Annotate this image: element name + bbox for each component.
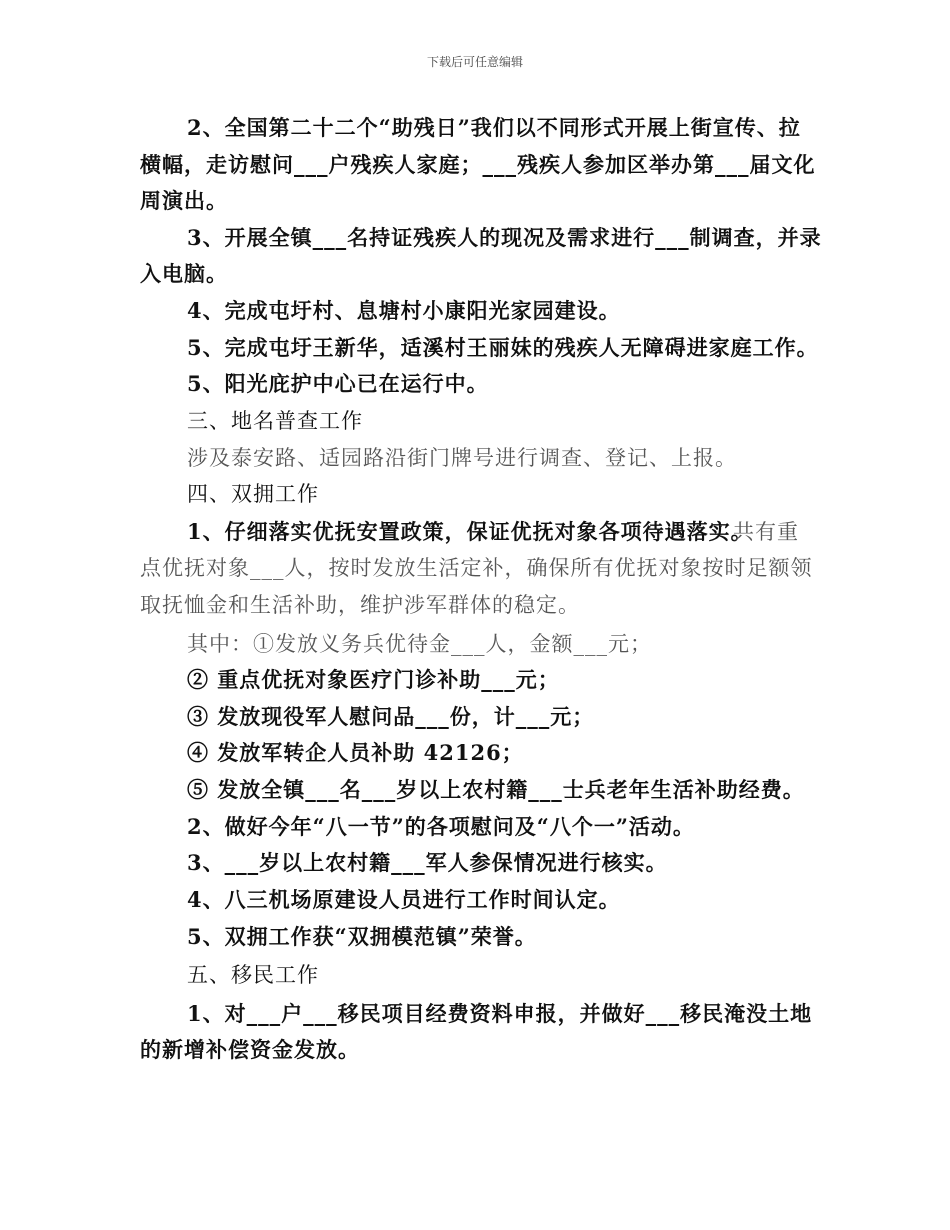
- text-line: ⑤ 发放全镇___名___岁以上农村籍___士兵老年生活补助经费。: [187, 777, 805, 802]
- text-line: 5、完成屯圩王新华，适溪村王丽妹的残疾人无障碍进家庭工作。: [187, 335, 819, 360]
- text-line: 1、仔细落实优抚安置政策，保证优抚对象各项待遇落实。: [187, 519, 753, 544]
- text-line: 涉及泰安路、适园路沿街门牌号进行调查、登记、上报。: [187, 446, 737, 470]
- text-line: ② 重点优抚对象医疗门诊补助___元；: [187, 667, 560, 692]
- page-header: 下载后可任意编辑: [426, 55, 523, 69]
- text-line: 五、移民工作: [187, 963, 319, 987]
- text-line: 周演出。: [140, 188, 228, 213]
- text-line: ④ 发放军转企人员补助 42126；: [187, 740, 524, 765]
- text-line: 5、双拥工作获“双拥模范镇”荣誉。: [187, 924, 537, 949]
- text-line: 4、完成屯圩村、息塘村小康阳光家园建设。: [187, 298, 621, 323]
- text-line: 1、对___户___移民项目经费资料申报，并做好___移民淹没土地: [187, 1001, 813, 1026]
- text-line: 取抚恤金和生活补助，维护涉军群体的稳定。: [140, 593, 580, 617]
- text-line: ③ 发放现役军人慰问品___份，计___元；: [187, 704, 595, 729]
- text-line: 的新增补偿资金发放。: [140, 1037, 360, 1062]
- text-line: 共有重: [733, 520, 799, 544]
- text-line: 点优抚对象___人，按时发放生活定补，确保所有优抚对象按时足额领: [140, 556, 813, 580]
- text-line: 2、做好今年“八一节”的各项慰问及“八个一”活动。: [187, 814, 695, 839]
- text-line: 3、___岁以上农村籍___军人参保情况进行核实。: [187, 850, 668, 875]
- text-line: 三、地名普查工作: [187, 409, 363, 433]
- text-line: 5、阳光庇护中心已在运行中。: [187, 371, 489, 396]
- text-line: 3、开展全镇___名持证残疾人的现况及需求进行___制调查，并录: [187, 225, 822, 250]
- text-line: 四、双拥工作: [187, 482, 319, 506]
- text-line: 入电脑。: [140, 261, 228, 286]
- text-line: 其中：①发放义务兵优待金___人，金额___元；: [187, 632, 652, 656]
- text-line: 4、八三机场原建设人员进行工作时间认定。: [187, 887, 621, 912]
- text-line: 2、全国第二十二个“助残日”我们以不同形式开展上街宣传、拉: [187, 115, 801, 140]
- text-line: 横幅，走访慰问___户残疾人家庭；___残疾人参加区举办第___届文化: [140, 152, 816, 177]
